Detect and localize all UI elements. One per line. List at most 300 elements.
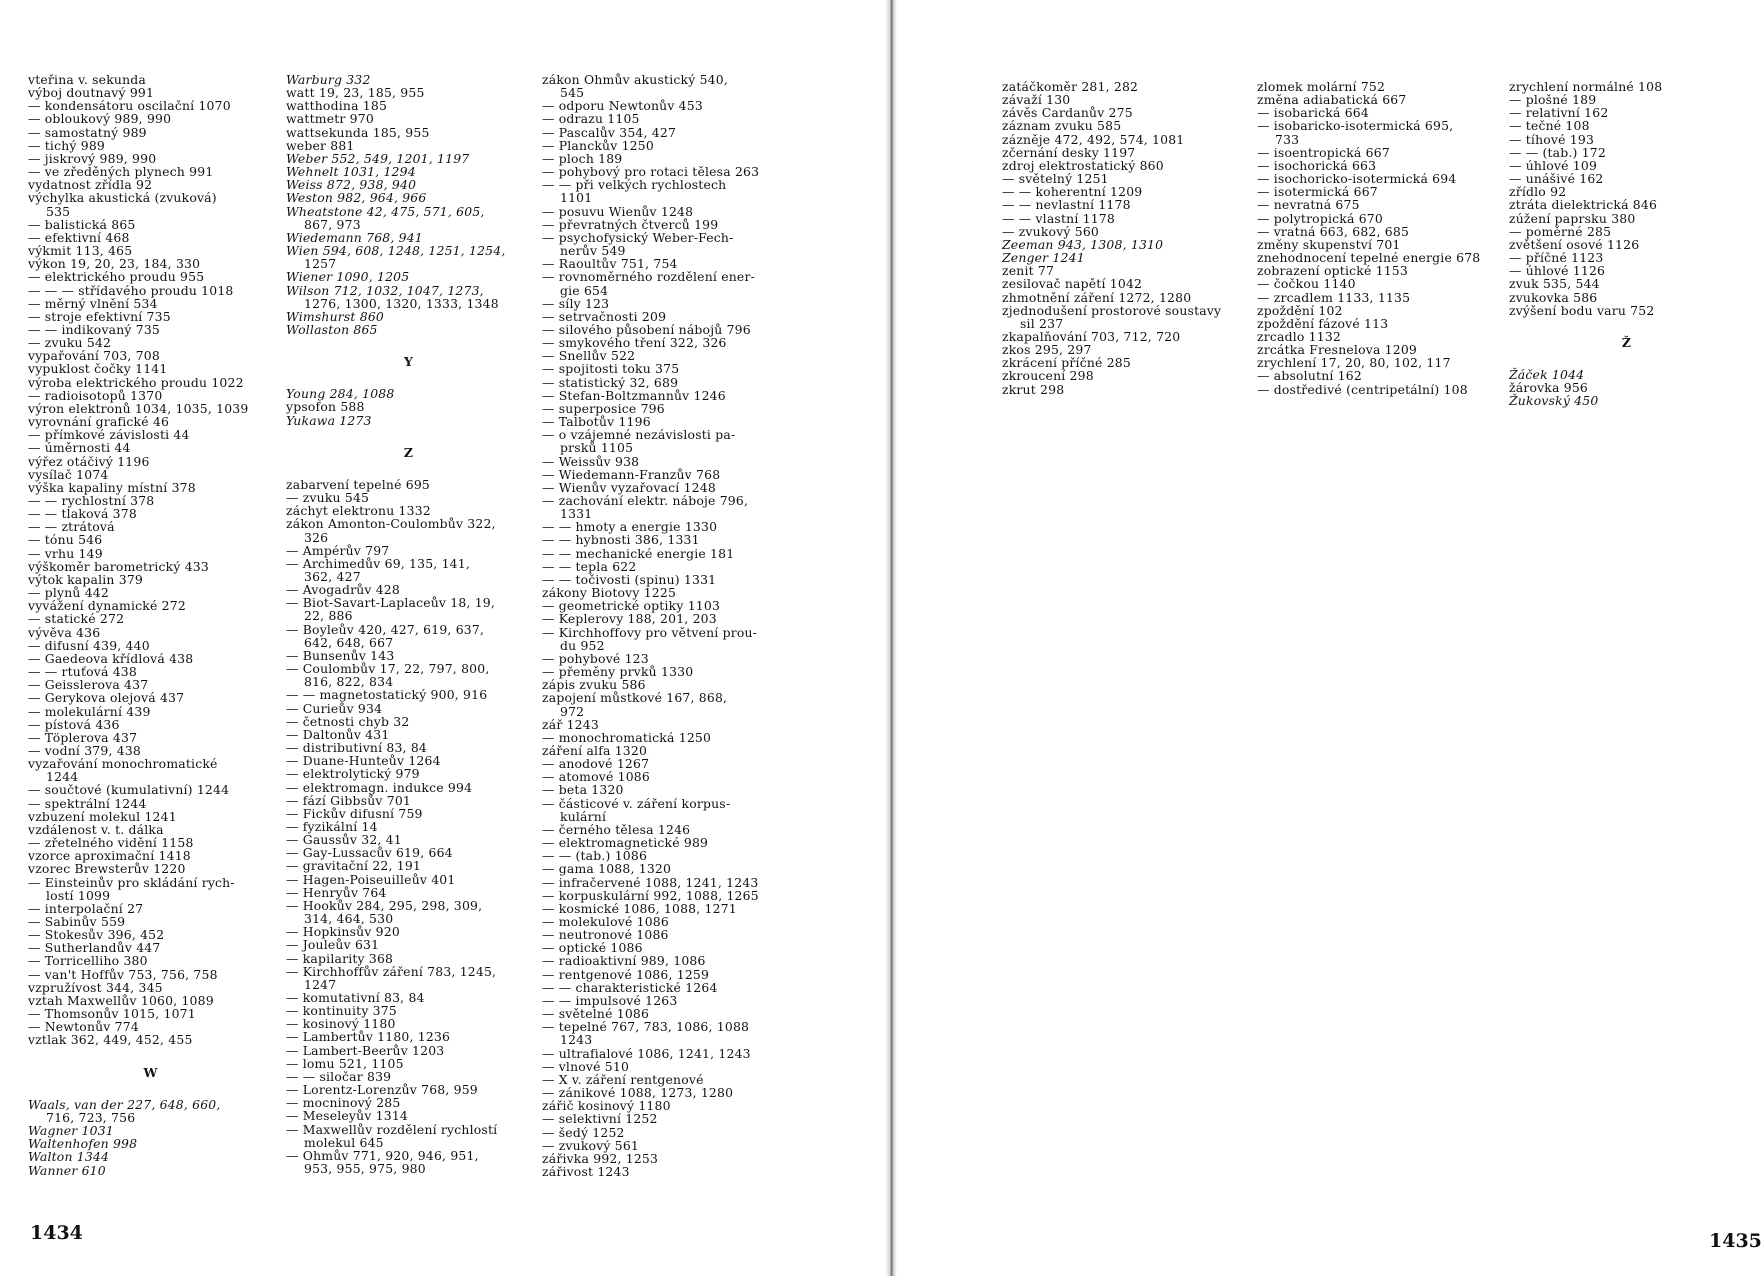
index-entry: vydatnost zřídla 92 bbox=[28, 177, 153, 193]
index-entry-continuation: 1101 bbox=[560, 190, 593, 206]
index-entry: výška kapaliny místní 378 bbox=[28, 479, 196, 495]
index-entry: — Newtonův 774 bbox=[28, 1019, 139, 1035]
index-entry-name: Wehnelt 1031, 1294 bbox=[286, 164, 416, 180]
index-entry: — Kirchhoffovy pro větvení prou- bbox=[542, 624, 758, 640]
index-entry: zlomek molární 752 bbox=[1257, 79, 1386, 94]
index-entry: vyzařování monochromatické bbox=[28, 756, 218, 772]
index-entry-continuation: molekul 645 bbox=[304, 1134, 384, 1150]
index-entry: — četnosti chyb 32 bbox=[286, 713, 410, 729]
index-entry: — zachování elektr. náboje 796, bbox=[542, 493, 749, 508]
page-number: 1434 bbox=[30, 1222, 83, 1244]
index-entry: zápis zvuku 586 bbox=[542, 677, 646, 693]
index-entry: zkapalňování 703, 712, 720 bbox=[1002, 328, 1181, 344]
index-entry: — tichý 989 bbox=[28, 137, 105, 153]
section-letter-heading: W bbox=[143, 1064, 158, 1080]
index-entry: výřez otáčivý 1196 bbox=[28, 453, 150, 469]
index-entry: vzpružívost 344, 345 bbox=[28, 979, 163, 995]
index-entry: — — hmoty a energie 1330 bbox=[542, 519, 718, 535]
index-entry: vysílač 1074 bbox=[28, 466, 109, 482]
index-entry: vzorce aproximační 1418 bbox=[28, 848, 191, 864]
index-entry: — kontinuity 375 bbox=[286, 1003, 397, 1019]
index-entry: — plynů 442 bbox=[28, 585, 109, 601]
index-entry: — tečné 108 bbox=[1509, 118, 1590, 134]
index-entry: — elektrolytický 979 bbox=[286, 766, 420, 782]
index-entry-name: Waals, van der 227, 648, 660, bbox=[28, 1096, 221, 1112]
index-entry: — poměrné 285 bbox=[1509, 223, 1612, 239]
index-entry: zvukovka 586 bbox=[1509, 289, 1598, 305]
index-entry: změny skupenství 701 bbox=[1257, 236, 1401, 252]
index-entry: — isotermická 667 bbox=[1257, 184, 1378, 200]
index-entry-continuation: 314, 464, 530 bbox=[304, 911, 394, 927]
index-entry: — statistický 32, 689 bbox=[542, 374, 679, 390]
index-entry-name: Žáček 1044 bbox=[1509, 366, 1585, 382]
index-entry: — — ztrátová bbox=[28, 519, 115, 535]
index-entry-continuation: 1276, 1300, 1320, 1333, 1348 bbox=[304, 295, 499, 311]
index-entry: — ploch 189 bbox=[542, 150, 623, 166]
index-entry: — rentgenové 1086, 1259 bbox=[542, 966, 710, 982]
index-entry: zkrut 298 bbox=[1002, 381, 1065, 397]
index-entry: — Lorentz-Lorenzův 768, 959 bbox=[286, 1082, 478, 1098]
index-column bbox=[28, 73, 273, 1177]
index-entry: — ultrafialové 1086, 1241, 1243 bbox=[542, 1045, 751, 1061]
index-entry-continuation: kulární bbox=[560, 808, 607, 824]
index-entry: zvýšení bodu varu 752 bbox=[1509, 302, 1655, 318]
index-entry: zkroucení 298 bbox=[1002, 368, 1094, 384]
index-entry: — světelné 1086 bbox=[542, 1006, 650, 1022]
index-entry: — efektivní 468 bbox=[28, 229, 130, 245]
index-entry: vypuklost čočky 1141 bbox=[28, 361, 168, 377]
index-entry: — — mechanické energie 181 bbox=[542, 545, 735, 561]
index-entry: — elektrického proudu 955 bbox=[28, 269, 205, 285]
index-entry: — elektromagnetické 989 bbox=[542, 835, 709, 851]
index-entry-continuation: 535 bbox=[46, 203, 71, 219]
index-entry: — Wienův vyzařovací 1248 bbox=[542, 479, 716, 495]
index-entry: výroba elektrického proudu 1022 bbox=[28, 374, 244, 390]
index-entry: — příčné 1123 bbox=[1509, 250, 1604, 266]
index-entry-name: Wilson 712, 1032, 1047, 1273, bbox=[286, 282, 484, 298]
index-entry: — — (tab.) 1086 bbox=[542, 848, 648, 864]
index-entry: výtok kapalin 379 bbox=[28, 571, 143, 587]
index-entry: — dostředivé (centripetální) 108 bbox=[1257, 381, 1468, 397]
index-entry: — anodové 1267 bbox=[542, 756, 650, 772]
index-entry: — setrvačnosti 209 bbox=[542, 308, 667, 324]
index-entry: watthodina 185 bbox=[286, 98, 388, 114]
index-entry: záření alfa 1320 bbox=[542, 742, 648, 758]
index-entry: — isobarická 664 bbox=[1257, 105, 1369, 121]
index-entry: — isoentropická 667 bbox=[1257, 144, 1390, 160]
index-entry: zenit 77 bbox=[1002, 263, 1055, 279]
index-entry: — Duane-Hunteův 1264 bbox=[286, 753, 441, 769]
index-entry: — Talbotův 1196 bbox=[542, 414, 651, 430]
index-entry: zvětšení osové 1126 bbox=[1509, 236, 1640, 252]
index-entry: — Bunsenův 143 bbox=[286, 647, 395, 663]
index-entry: — beta 1320 bbox=[542, 782, 624, 798]
index-entry: — — — střídavého proudu 1018 bbox=[28, 282, 234, 298]
index-entry: výkon 19, 20, 23, 184, 330 bbox=[28, 256, 201, 272]
index-entry-continuation: 733 bbox=[1275, 131, 1300, 147]
index-column bbox=[542, 73, 787, 1178]
index-entry: závaží 130 bbox=[1002, 92, 1071, 108]
index-entry: — pohybový pro rotaci tělesa 263 bbox=[542, 164, 760, 180]
index-entry: zrcadlo 1132 bbox=[1257, 328, 1342, 344]
index-entry: vyrovnání grafické 46 bbox=[28, 414, 170, 430]
index-entry: zákon Amonton-Coulombův 322, bbox=[286, 516, 496, 532]
index-entry: — přímkové závislosti 44 bbox=[28, 427, 190, 443]
index-entry: weber 881 bbox=[286, 137, 355, 153]
index-column bbox=[1257, 80, 1497, 396]
index-entry: — — rychlostní 378 bbox=[28, 493, 155, 508]
section-letter-heading: Ž bbox=[1621, 334, 1632, 350]
index-entry: — Boyleův 420, 427, 619, 637, bbox=[286, 621, 485, 637]
index-entry: — selektivní 1252 bbox=[542, 1111, 658, 1127]
index-entry: výchylka akustická (zvuková) bbox=[28, 190, 217, 206]
index-entry-name: Young 284, 1088 bbox=[286, 386, 395, 402]
index-entry-name: Weston 982, 964, 966 bbox=[286, 190, 427, 206]
index-entry-continuation: 326 bbox=[304, 529, 329, 545]
index-entry-name: Wien 594, 608, 1248, 1251, 1254, bbox=[286, 243, 506, 259]
index-entry-continuation: 545 bbox=[560, 85, 585, 101]
index-entry-continuation: 867, 973 bbox=[304, 216, 361, 232]
index-entry-continuation: 1257 bbox=[304, 256, 337, 272]
index-entry: — — impulsové 1263 bbox=[542, 992, 678, 1008]
index-entry: — — koherentní 1209 bbox=[1002, 184, 1143, 200]
index-entry: — Töplerova 437 bbox=[28, 729, 138, 745]
index-entry: vyvážení dynamické 272 bbox=[28, 598, 186, 614]
index-entry: — monochromatická 1250 bbox=[542, 729, 712, 745]
index-entry: — odporu Newtonův 453 bbox=[542, 98, 703, 114]
index-entry-name: Warburg 332 bbox=[286, 72, 371, 87]
index-entry: zář 1243 bbox=[542, 716, 599, 732]
index-entry: — — magnetostatický 900, 916 bbox=[286, 687, 488, 703]
index-entry-name: Žukovský 450 bbox=[1509, 393, 1599, 409]
index-entry: — unášivé 162 bbox=[1509, 171, 1604, 187]
index-entry: — součtové (kumulativní) 1244 bbox=[28, 782, 230, 798]
index-entry: vypařování 703, 708 bbox=[28, 348, 160, 364]
index-entry: výškoměr barometrický 433 bbox=[28, 558, 209, 574]
index-entry: — vratná 663, 682, 685 bbox=[1257, 223, 1410, 239]
index-entry-name: Weiss 872, 938, 940 bbox=[286, 177, 417, 193]
index-entry: — Thomsonův 1015, 1071 bbox=[28, 1006, 196, 1022]
index-entry-continuation: 1331 bbox=[560, 506, 593, 522]
index-entry: — plošné 189 bbox=[1509, 92, 1597, 108]
index-entry: — — vlastní 1178 bbox=[1002, 210, 1115, 226]
index-entry: — molekulové 1086 bbox=[542, 914, 669, 929]
index-entry: — superposice 796 bbox=[542, 400, 665, 416]
index-entry: — zvuku 542 bbox=[28, 335, 112, 351]
index-entry: — kapilarity 368 bbox=[286, 950, 394, 966]
index-entry: — polytropická 670 bbox=[1257, 210, 1383, 226]
index-entry-name: Yukawa 1273 bbox=[286, 412, 372, 428]
index-entry: — van't Hoffův 753, 756, 758 bbox=[28, 966, 218, 982]
index-entry: zázněje 472, 492, 574, 1081 bbox=[1002, 131, 1185, 147]
index-entry: — — tlaková 378 bbox=[28, 506, 137, 522]
index-entry: — — tepla 622 bbox=[542, 558, 637, 574]
index-entry: zvuk 535, 544 bbox=[1509, 276, 1600, 292]
index-entry-name: Zeeman 943, 1308, 1310 bbox=[1002, 236, 1164, 252]
index-entry: — Biot-Savart-Laplaceův 18, 19, bbox=[286, 595, 496, 611]
index-entry-continuation: 1244 bbox=[46, 769, 79, 785]
index-entry: — zvukový 560 bbox=[1002, 223, 1099, 239]
page-number: 1435 bbox=[1709, 1230, 1762, 1252]
index-entry: — Avogadrův 428 bbox=[286, 582, 400, 598]
index-entry: — spojitosti toku 375 bbox=[542, 361, 680, 377]
index-entry-name: Wanner 610 bbox=[28, 1162, 106, 1178]
index-entry: — Geisslerova 437 bbox=[28, 677, 149, 693]
index-entry: — radioisotopů 1370 bbox=[28, 387, 163, 403]
index-entry-name: Waltenhofen 998 bbox=[28, 1136, 138, 1152]
index-entry: — Gay-Lussacův 619, 664 bbox=[286, 845, 453, 861]
index-entry-name: Wheatstone 42, 475, 571, 605, bbox=[286, 203, 485, 219]
index-entry: — absolutní 162 bbox=[1257, 368, 1362, 384]
index-entry: výron elektronů 1034, 1035, 1039 bbox=[28, 400, 249, 416]
index-entry: — balistická 865 bbox=[28, 216, 136, 232]
index-entry: — Planckův 1250 bbox=[542, 137, 654, 153]
index-entry: — difusní 439, 440 bbox=[28, 637, 150, 653]
index-entry: — Lambert-Beerův 1203 bbox=[286, 1042, 445, 1058]
index-entry: — — (tab.) 172 bbox=[1509, 144, 1606, 160]
index-entry: vzbuzení molekul 1241 bbox=[28, 808, 177, 824]
section-letter-heading: Z bbox=[403, 444, 414, 460]
index-entry: — smykového tření 322, 326 bbox=[542, 335, 727, 351]
index-entry: — odrazu 1105 bbox=[542, 111, 640, 127]
index-entry: zrychlení 17, 20, 80, 102, 117 bbox=[1257, 355, 1451, 371]
index-entry: — Gaussův 32, 41 bbox=[286, 832, 402, 848]
index-entry: — gravitační 22, 191 bbox=[286, 858, 422, 874]
index-entry-name: Zenger 1241 bbox=[1002, 250, 1085, 266]
index-entry: zhmotnění záření 1272, 1280 bbox=[1002, 289, 1192, 305]
index-entry: — X v. záření rentgenové bbox=[542, 1071, 704, 1087]
index-entry: wattsekunda 185, 955 bbox=[286, 124, 430, 140]
index-entry: — částicové v. záření korpus- bbox=[542, 795, 731, 811]
index-entry-name: Wagner 1031 bbox=[28, 1123, 114, 1139]
index-entry: žárovka 956 bbox=[1509, 380, 1588, 396]
index-entry: — měrný vlnění 534 bbox=[28, 295, 158, 311]
index-entry: — Curieův 934 bbox=[286, 700, 383, 716]
index-entry: — Coulombův 17, 22, 797, 800, bbox=[286, 661, 490, 677]
index-entry: — Snellův 522 bbox=[542, 348, 636, 364]
index-entry: — atomové 1086 bbox=[542, 769, 650, 785]
index-entry: — radioaktivní 989, 1086 bbox=[542, 953, 706, 969]
index-entry: — geometrické optiky 1103 bbox=[542, 598, 721, 614]
index-entry: — převratných čtverců 199 bbox=[542, 216, 719, 232]
index-entry: — Archimedův 69, 135, 141, bbox=[286, 555, 470, 571]
index-entry: — Lambertův 1180, 1236 bbox=[286, 1029, 451, 1045]
index-entry: — tepelné 767, 783, 1086, 1088 bbox=[542, 1019, 750, 1035]
index-entry: watt 19, 23, 185, 955 bbox=[286, 85, 425, 101]
index-entry: — spektrální 1244 bbox=[28, 795, 147, 811]
index-entry: — isochoricko-isotermická 694 bbox=[1257, 171, 1457, 187]
index-entry: výkmit 113, 465 bbox=[28, 243, 133, 259]
index-entry: — síly 123 bbox=[542, 295, 610, 311]
index-entry: — úměrnosti 44 bbox=[28, 440, 131, 456]
index-entry: — statické 272 bbox=[28, 611, 125, 627]
index-entry-continuation: 972 bbox=[560, 703, 585, 719]
index-entry-continuation: 22, 886 bbox=[304, 608, 353, 624]
index-entry: — jiskrový 989, 990 bbox=[28, 150, 157, 166]
index-entry: zapojení můstkové 167, 868, bbox=[542, 690, 728, 706]
index-entry: — isochorická 663 bbox=[1257, 157, 1377, 173]
index-entry: vztah Maxwellův 1060, 1089 bbox=[28, 992, 214, 1008]
index-column bbox=[1002, 80, 1237, 396]
index-entry: — Meseleyův 1314 bbox=[286, 1108, 408, 1124]
index-entry-continuation: 642, 648, 667 bbox=[304, 634, 394, 650]
index-entry: vzdálenost v. t. dálka bbox=[28, 821, 164, 837]
index-entry: — Gerykova olejová 437 bbox=[28, 690, 185, 706]
index-entry: — — točivosti (spinu) 1331 bbox=[542, 571, 717, 587]
index-entry-continuation: 1243 bbox=[560, 1032, 593, 1048]
index-entry: vývěva 436 bbox=[28, 624, 101, 640]
index-entry-name: Wollaston 865 bbox=[286, 321, 378, 337]
index-entry: zářič kosinový 1180 bbox=[542, 1098, 671, 1114]
index-entry: — Daltonův 431 bbox=[286, 726, 390, 742]
index-entry: — lomu 521, 1105 bbox=[286, 1055, 404, 1071]
index-entry: — — charakteristické 1264 bbox=[542, 979, 718, 995]
index-column bbox=[1509, 80, 1744, 407]
index-entry-name: Weber 552, 549, 1201, 1197 bbox=[286, 150, 470, 166]
index-entry: — pohybové 123 bbox=[542, 650, 649, 666]
index-entry: — úhlové 1126 bbox=[1509, 263, 1606, 279]
index-entry-continuation: 816, 822, 834 bbox=[304, 674, 394, 690]
index-entry: — interpolační 27 bbox=[28, 900, 144, 916]
index-entry: — — siločar 839 bbox=[286, 1068, 392, 1084]
index-entry: ypsofon 588 bbox=[286, 399, 365, 415]
index-entry-continuation: gie 654 bbox=[560, 282, 609, 298]
index-entry: — kondensátoru oscilační 1070 bbox=[28, 98, 231, 114]
index-entry: — komutativní 83, 84 bbox=[286, 990, 425, 1005]
index-entry: zjednodušení prostorové soustavy bbox=[1002, 302, 1222, 318]
index-entry: záchyt elektronu 1332 bbox=[286, 503, 431, 519]
index-entry: — Kirchhoffův záření 783, 1245, bbox=[286, 963, 497, 979]
index-entry: zářivost 1243 bbox=[542, 1163, 630, 1179]
index-entry: — Wiedemann-Franzův 768 bbox=[542, 466, 721, 482]
index-entry: — Gaedeova křídlová 438 bbox=[28, 650, 194, 666]
index-entry: — vrhu 149 bbox=[28, 545, 103, 561]
index-entry: — psychofysický Weber-Fech- bbox=[542, 229, 734, 245]
index-entry: — — rtuťová 438 bbox=[28, 664, 137, 680]
index-entry: — infračervené 1088, 1241, 1243 bbox=[542, 874, 759, 890]
index-entry: — Sutherlandův 447 bbox=[28, 940, 161, 956]
index-entry: — kosmické 1086, 1088, 1271 bbox=[542, 900, 737, 916]
index-entry: — distributivní 83, 84 bbox=[286, 740, 427, 756]
index-entry: — isobaricko-isotermická 695, bbox=[1257, 118, 1454, 134]
index-entry-name: Walton 1344 bbox=[28, 1149, 110, 1165]
index-entry: — molekulární 439 bbox=[28, 703, 151, 719]
index-entry: — Ohmův 771, 920, 946, 951, bbox=[286, 1147, 479, 1163]
index-entry: závěs Cardanův 275 bbox=[1002, 105, 1133, 121]
index-entry: — Raoultův 751, 754 bbox=[542, 256, 678, 272]
index-entry: — fyzikální 14 bbox=[286, 818, 378, 834]
index-entry: — Torricelliho 380 bbox=[28, 953, 148, 969]
index-entry: vztlak 362, 449, 452, 455 bbox=[28, 1032, 193, 1048]
index-entry: — posuvu Wienův 1248 bbox=[542, 203, 694, 219]
index-entry: — nevratná 675 bbox=[1257, 197, 1360, 213]
index-entry: — relativní 162 bbox=[1509, 105, 1609, 121]
index-entry: — elektromagn. indukce 994 bbox=[286, 779, 473, 795]
index-entry: — neutronové 1086 bbox=[542, 927, 669, 943]
index-entry: — kosinový 1180 bbox=[286, 1016, 396, 1032]
index-entry: — Hopkinsův 920 bbox=[286, 924, 400, 940]
index-entry: — Hookův 284, 295, 298, 309, bbox=[286, 897, 483, 913]
index-entry: výboj doutnavý 991 bbox=[28, 85, 155, 101]
index-entry: — — hybnosti 386, 1331 bbox=[542, 532, 700, 548]
index-entry: — tónu 546 bbox=[28, 532, 103, 548]
index-entry: — vodní 379, 438 bbox=[28, 742, 141, 758]
index-entry: zkos 295, 297 bbox=[1002, 342, 1092, 358]
index-entry: — o vzájemné nezávislosti pa- bbox=[542, 427, 736, 443]
index-entry-continuation: lostí 1099 bbox=[46, 887, 111, 903]
index-entry: — — při velkých rychlostech bbox=[542, 177, 727, 193]
index-entry: — rovnoměrného rozdělení ener- bbox=[542, 269, 755, 285]
index-entry: — přeměny prvků 1330 bbox=[542, 664, 694, 680]
index-entry-name: Wiedemann 768, 941 bbox=[286, 229, 423, 245]
index-entry: wattmetr 970 bbox=[286, 111, 374, 127]
index-entry: — úhlové 109 bbox=[1509, 157, 1598, 173]
index-entry: vzorec Brewsterův 1220 bbox=[28, 861, 186, 877]
index-entry-name: Wiener 1090, 1205 bbox=[286, 269, 410, 285]
index-entry: — Maxwellův rozdělení rychlostí bbox=[286, 1121, 498, 1137]
index-entry: zesilovač napětí 1042 bbox=[1002, 276, 1143, 292]
index-entry: — fází Gibbsův 701 bbox=[286, 792, 411, 808]
index-entry: — stroje efektivní 735 bbox=[28, 308, 171, 324]
index-entry-continuation: sil 237 bbox=[1020, 315, 1064, 331]
index-entry: vteřina v. sekunda bbox=[28, 72, 146, 87]
index-entry: zákony Biotovy 1225 bbox=[542, 585, 677, 601]
index-entry: — černého tělesa 1246 bbox=[542, 821, 691, 837]
index-entry: zatáčkoměr 281, 282 bbox=[1002, 79, 1139, 94]
index-entry-continuation: 953, 955, 975, 980 bbox=[304, 1161, 426, 1177]
index-entry: — Hagen-Poiseuilleův 401 bbox=[286, 871, 456, 887]
index-entry: — Jouleův 631 bbox=[286, 937, 380, 953]
index-entry: — silového působení nábojů 796 bbox=[542, 321, 751, 337]
index-entry-continuation: prsků 1105 bbox=[560, 440, 634, 456]
index-entry: — Keplerovy 188, 201, 203 bbox=[542, 611, 717, 627]
section-letter-heading: Y bbox=[403, 354, 414, 370]
index-entry: zúžení paprsku 380 bbox=[1509, 210, 1636, 226]
index-entry: zobrazení optické 1153 bbox=[1257, 263, 1408, 279]
index-entry: zčernání desky 1197 bbox=[1002, 144, 1136, 160]
index-entry: — tíhové 193 bbox=[1509, 131, 1595, 147]
index-entry: zákon Ohmův akustický 540, bbox=[542, 72, 728, 87]
book-gutter bbox=[885, 0, 897, 1276]
index-entry: — zrcadlem 1133, 1135 bbox=[1257, 289, 1411, 305]
index-entry: — zvukový 561 bbox=[542, 1137, 639, 1153]
index-entry: — obloukový 989, 990 bbox=[28, 111, 172, 127]
index-entry: — Fickův difusní 759 bbox=[286, 805, 423, 821]
index-entry: — vlnové 510 bbox=[542, 1058, 630, 1074]
index-entry: zabarvení tepelné 695 bbox=[286, 476, 431, 492]
index-entry: zdroj elektrostatický 860 bbox=[1002, 157, 1164, 173]
index-entry: — Einsteinův pro skládání rych- bbox=[28, 874, 235, 890]
index-entry: — gama 1088, 1320 bbox=[542, 861, 672, 877]
index-entry: — ve zředěných plynech 991 bbox=[28, 164, 214, 180]
index-entry: — zvuku 545 bbox=[286, 490, 370, 506]
index-entry: zpoždění fázové 113 bbox=[1257, 315, 1389, 331]
index-entry: — Ampérův 797 bbox=[286, 542, 390, 558]
index-entry: — — indikovaný 735 bbox=[28, 321, 161, 337]
index-entry: zrychlení normálné 108 bbox=[1509, 79, 1663, 94]
index-entry: — — nevlastní 1178 bbox=[1002, 197, 1131, 213]
index-entry: — čočkou 1140 bbox=[1257, 276, 1356, 292]
index-entry-continuation: du 952 bbox=[560, 637, 605, 653]
index-entry: — pístová 436 bbox=[28, 716, 120, 732]
index-entry-continuation: 716, 723, 756 bbox=[46, 1109, 136, 1125]
index-entry-continuation: 1247 bbox=[304, 976, 337, 992]
index-entry: — světelný 1251 bbox=[1002, 171, 1109, 187]
index-entry: — zřetelného vidění 1158 bbox=[28, 835, 194, 851]
index-entry: zřídlo 92 bbox=[1509, 184, 1567, 200]
index-entry: záznam zvuku 585 bbox=[1002, 118, 1122, 134]
index-entry-name: Wimshurst 860 bbox=[286, 308, 384, 324]
